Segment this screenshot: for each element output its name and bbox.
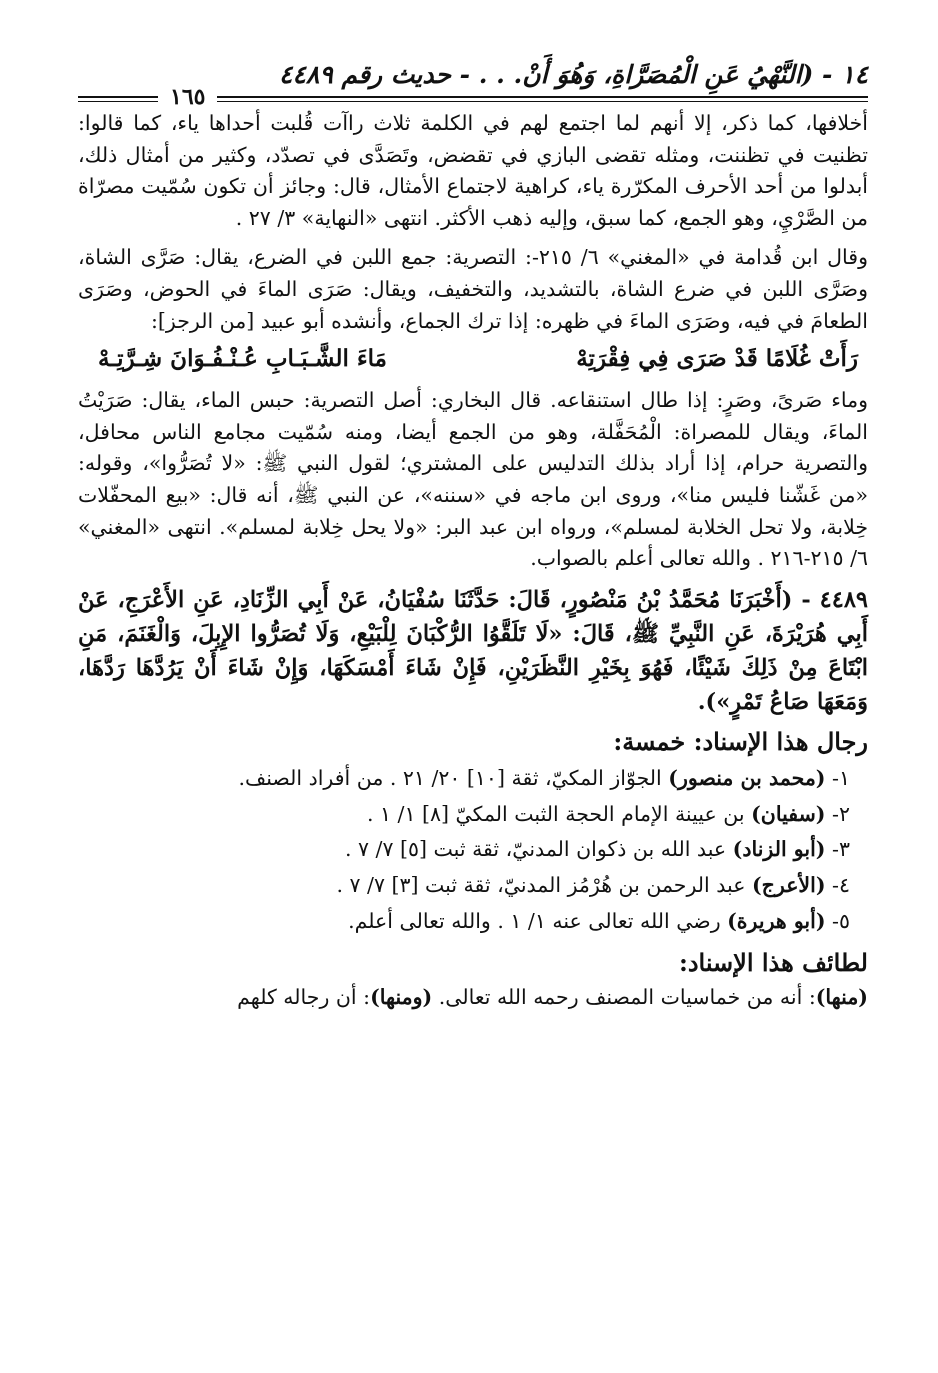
subtlety-label: (ومنها): [370, 984, 433, 1009]
narrator-name: (أبو الزناد): [732, 837, 826, 862]
narrator-details: رضي الله تعالى عنه ١/ ١ . والله تعالى أعلم.: [348, 908, 728, 933]
narrator-details: بن عيينة الإمام الحجة الثبت المكيّ [٨] ١/ ١ .: [366, 801, 752, 826]
narrator-name: (الأعرج): [751, 873, 826, 898]
page: [78, 60, 868, 1013]
narrator-number: ٣-: [832, 837, 850, 862]
narrators-heading: رجال هذا الإسناد: خمسة:: [613, 726, 868, 756]
narrator-number: ٥-: [832, 908, 850, 933]
narrator-item: [78, 868, 868, 904]
hadith-text: ٤٤٨٩ - (أَخْبَرَنَا مُحَمَّدُ بْنُ مَنْصُورٍ، قَالَ: حَدَّثَنَا سُفْيَانُ، عَنْ أَبِي الزِّنَادِ، عَنِ الأَعْرَجِ، عَنْ أَبِي هُرَيْرَةَ، عَنِ النَّبِيِّ ﷺ، قَالَ: «لَا تَلَقَّوُا الرُّكْبَانَ لِلْبَيْعِ، وَلَا تُصَرُّوا الإِبِلَ، وَالْغَنَمَ، مَنِ ابْتَاعَ مِنْ ذَلِكَ شَيْئًا، فَهُوَ بِخَيْرِ النَّظَرَيْنِ، فَإِنْ شَاءَ أَمْسَكَهَا، وَإِنْ شَاءَ أَنْ يَرُدَّهَا رَدَّهَا، وَمَعَهَا صَاعُ تَمْرٍ»).: [78, 586, 868, 715]
commentary-paragraph-2: وقال ابن قُدامة في «المغني» ٦/ ٢١٥-: التصرية: جمع اللبن في الضرع، يقال: صَرَّى الشاة، وصَرَّى اللبن في ضرع الشاة، بالتشديد، والتخفيف، ويقال: صَرَى الماءَ في الحوض، وصَرَى الطعامَ في فيه، وصَرَى الماءَ في ظهره: إذا ترك الجماع، وأنشده أبو عبيد [من الرجز]:: [78, 245, 868, 333]
paragraph-spacer: [78, 575, 868, 583]
narrator-details: عبد الرحمن بن هُرْمُز المدنيّ، ثقة ثبت [٣] ٧/ ٧ .: [336, 873, 752, 898]
subtlety-text: : أن رجاله كلهم: [237, 984, 371, 1009]
narrator-name: (أبو هريرة): [727, 908, 826, 933]
subtleties-paragraph: [78, 982, 868, 1014]
narrator-item: [78, 761, 868, 797]
narrator-name: (سفيان): [751, 801, 826, 826]
subtlety-text: : أنه من خماسيات المصنف رحمه الله تعالى.: [432, 984, 816, 1009]
narrator-list: [78, 761, 868, 940]
running-title: ١٤ - (النَّهْيُ عَنِ الْمُصَرَّاةِ، وَهُوَ أَنْ. . . - حديث رقم ٤٤٨٩: [279, 60, 868, 89]
commentary-paragraph-1: أخلافها، كما ذكر، إلا أنهم لما اجتمع لهم في الكلمة ثلاث راآت قُلبت أحداها ياء، كما قالوا: تظنيت في تظننت، ومثله تقضى البازي في تقضض، وتَصَدَّى في تصدّد، وكثير من أمثال ذلك، أبدلوا من أحد الأحرف المكرّرة ياء، كراهية لاجتماع الأمثال، قال: وجائز أن تكون سُمّيت مصرّاة من الصَّرْيِ، وهو الجمع، كما سبق، وإليه ذهب الأكثر. انتهى «النهاية» ٣/ ٢٧ .: [78, 111, 868, 230]
narrator-item: [78, 904, 868, 940]
narrator-details: الجوّاز المكيّ، ثقة [١٠] ٢٠/ ٢١ . من أفراد الصنف.: [238, 765, 669, 790]
page-number: ١٦٥: [158, 84, 217, 110]
subtlety-label: (منها): [815, 984, 868, 1009]
verse-second-hemistich: مَاءَ الشَّـبَـابِ عُـنْـفُـوَانَ شِـرَّتِـهْ: [98, 345, 388, 373]
narrator-number: ١-: [832, 765, 850, 790]
narrator-item: [78, 832, 868, 868]
narrator-details: عبد الله بن ذكوان المدنيّ، ثقة ثبت [٥] ٧/ ٧ .: [344, 837, 733, 862]
narrator-number: ٢-: [832, 801, 850, 826]
narrator-number: ٤-: [832, 873, 850, 898]
narrator-name: (محمد بن منصور): [668, 765, 826, 790]
verse-first-hemistich: رَأَتْ غُلَامًا قَدْ صَرَى فِي فِقْرَتِهْ: [576, 345, 858, 373]
subtleties-heading: لطائف هذا الإسناد:: [678, 947, 868, 977]
paragraph-spacer: [78, 234, 868, 242]
poetry-verse: [78, 339, 868, 379]
page-header: [78, 60, 868, 108]
narrator-item: [78, 797, 868, 833]
commentary-paragraph-3: وماء صَرىً، وصَرٍ: إذا طال استنقاعه. قال البخاري: أصل التصرية: حبس الماء، يقال: صَرَيْتُ الماءَ، ويقال للمصراة: الْمُحَفَّلة، وهو من الجمع أيضا، ومنه سُمّيت مجامع الناس محافل، والتصرية حرام، إذا أراد بذلك التدليس على المشتري؛ لقول النبي ﷺ: «لا تُصَرُّوا»، وقوله: «من غَشّنا فليس منا»، وروى ابن ماجه في «سننه»، عن النبي ﷺ، أنه قال: «بيع المحفّلات خِلابة، ولا تحل الخلابة لمسلم»، ورواه ابن عبد البر: «ولا يحل خِلابة لمسلم». انتهى «المغني» ٦/ ٢١٥-٢١٦ . والله تعالى أعلم بالصواب.: [78, 388, 868, 571]
